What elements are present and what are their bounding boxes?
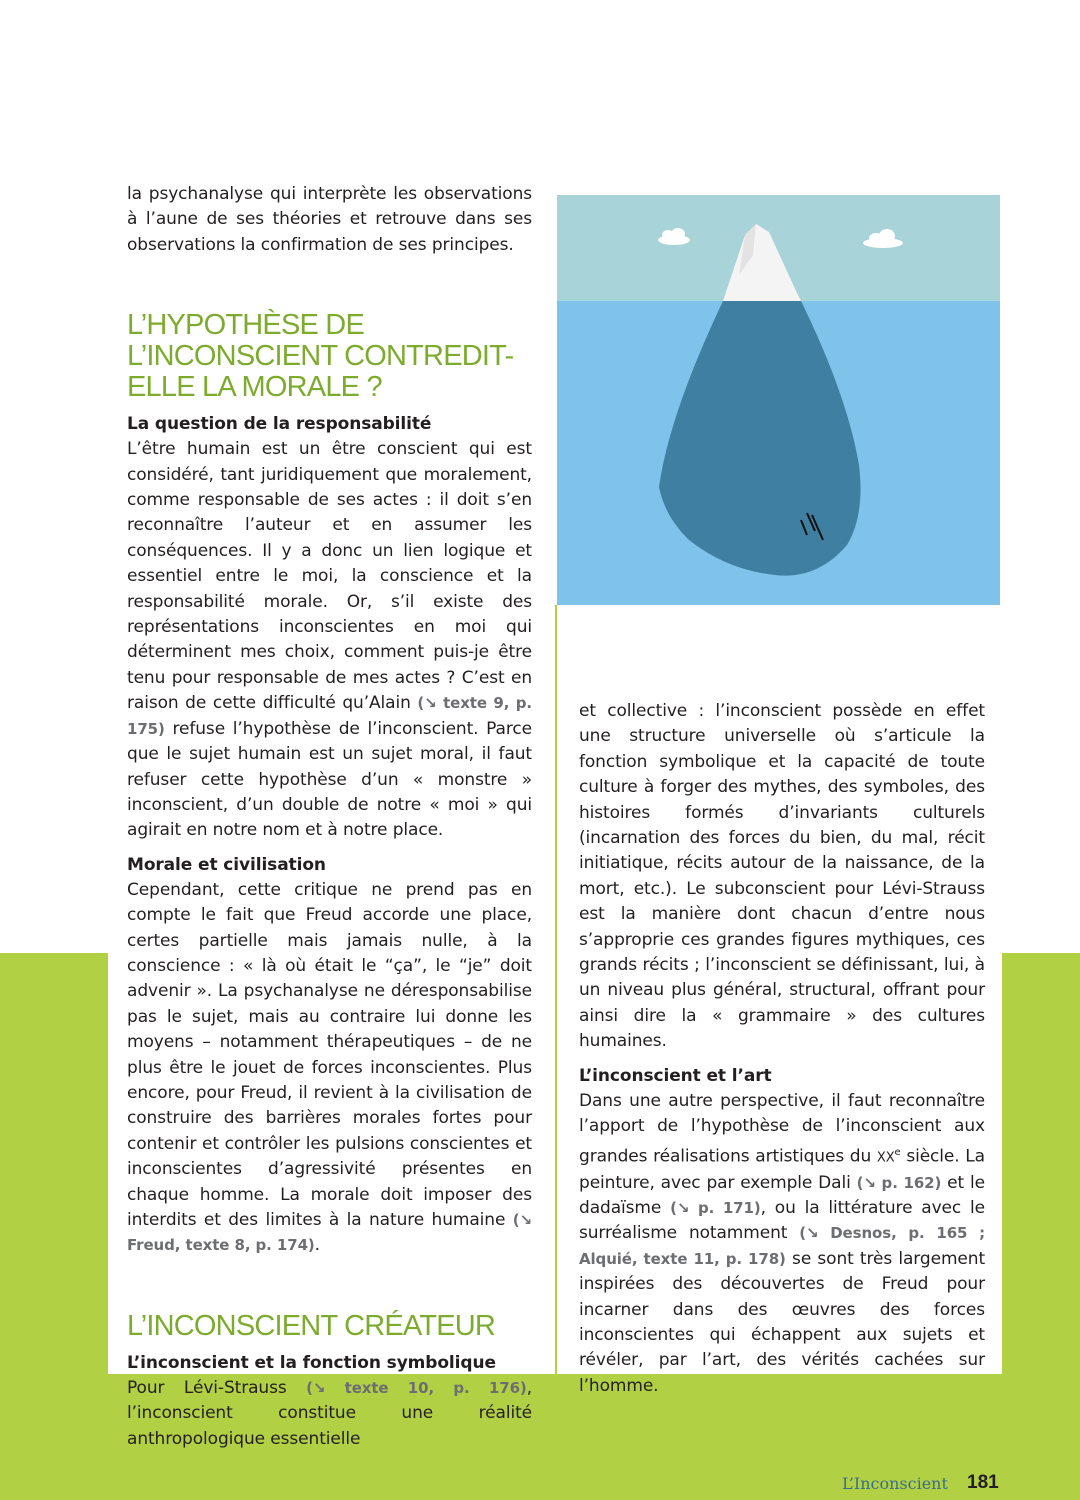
cross-reference-link[interactable]: (↘ texte 9, p. 175) [127, 694, 532, 738]
running-title: L’Inconscient [842, 1474, 948, 1493]
intro-paragraph: la psychanalyse qui interprète les observations à l’aune de ses théories et retrouve dans ses observations la confirmation de ses principes. [127, 184, 532, 255]
cross-reference-link[interactable]: (↘ p. 162) [856, 1173, 942, 1192]
cross-reference-link[interactable]: (↘ Desnos, p. 165 ; Alquié, texte 11, p. 178) [579, 1224, 985, 1268]
page-number: 181 [967, 1472, 999, 1493]
cross-reference-link[interactable]: (↘ texte 10, p. 176) [306, 1378, 527, 1397]
subheading-responsabilite: La question de la responsabilité [127, 414, 432, 435]
paragraph-civilisation: Cependant, cette critique ne prend pas en compte le fait que Freud accorde une place, certes partielle mais jamais nulle, à la conscience : « là où était le “ça”, le “je” doit advenir ». La psychanalyse ne déresponsabilise pas le sujet, mais au contraire lui donne les moyens – notamment thérapeutiques – de ne plus être le jouet de forces inconscientes. Plus encore, pour Freud, il revient à la civilisation de construire des barrières morales fortes pour contenir et contrôler les pulsions conscientes et inconscientes d’agressivité présentes en chaque homme. La morale doit imposer des interdits et des limites à la nature humaine (↘ Freud, texte 8, p. 174). [127, 879, 532, 1256]
iceberg-illustration [557, 195, 1000, 605]
paragraph-responsabilite: L’être humain est un être conscient qui est considéré, tant juridiquement que moralement, comme responsable de ses actes : il doit s’en reconnaître l’auteur et en assumer les conséquences. Il y a donc un lien logique et essentiel entre le moi, la conscience et la responsabilité morale. Or, s’il existe des représentations inconscientes en moi qui déterminent mes choix, comment puis-je être tenu pour responsable de mes actes ? C’est en raison de cette difficulté qu’Alain (↘ texte 9, p. 175) refuse l’hypothèse de l’inconscient. Parce que le sujet humain est un sujet moral, il faut refuser cette hypothèse d’un « monstre » inconscient, d’un double de notre « moi » qui agirait en notre nom et à notre place. [127, 439, 532, 841]
cross-reference-link[interactable]: (↘ Freud, texte 8, p. 174) [127, 1211, 532, 1255]
subheading-art: L’inconscient et l’art [579, 1065, 772, 1086]
paragraph-fonction-symbolique: Pour Lévi-Strauss (↘ texte 10, p. 176), l’inconscient constitue une réalité anthropologique essentielle [127, 1377, 533, 1449]
section-heading-morale: L’HYPOTHÈSE DE L’INCONSCIENT CONTREDIT-ELLE LA MORALE ? [127, 309, 514, 404]
subheading-fonction-symbolique: L’inconscient et la fonction symbolique [127, 1352, 496, 1373]
column-divider [555, 605, 557, 1374]
cross-reference-link[interactable]: (↘ p. 171) [670, 1198, 761, 1217]
left-column [127, 182, 532, 1452]
subheading-civilisation: Morale et civilisation [127, 854, 326, 875]
section-heading-createur: L’INCONSCIENT CRÉATEUR [127, 1309, 496, 1342]
paragraph-continuation: et collective : l’inconscient possède en effet une structure universelle où s’articule la fonction symbolique et la capacité de toute culture à forger des mythes, des symboles, des histoires formés d’invariants culturels (incarnation des forces du bien, du mal, récit initiatique, récits autour de la naissance, de la mort, etc.). Le subconscient pour Lévi-Strauss est la manière dont chacun d’entre nous s’approprie ces grandes figures mythiques, ces grands récits ; l’inconscient se définissant, lui, à un niveau plus général, structural, offrant pour ainsi dire la « grammaire » des cultures humaines. [579, 701, 985, 1052]
paragraph-art: Dans une autre perspective, il faut reconnaître l’apport de l’hypothèse de l’inconscient aux grandes réalisations artistiques du XXe siècle. La peinture, avec par exemple Dali (↘ p. 162) et le dadaïsme (↘ p. 171), ou la littérature avec le surréalisme notamment (↘ Desnos, p. 165 ; Alquié, texte 11, p. 178) se sont très largement inspirées des découvertes de Freud pour incarner dans des œuvres des forces inconscientes qui échappent aux sujets et révéler, par l’art, des vérités cachées sur l’homme. [579, 1090, 986, 1396]
right-column [579, 699, 985, 1399]
